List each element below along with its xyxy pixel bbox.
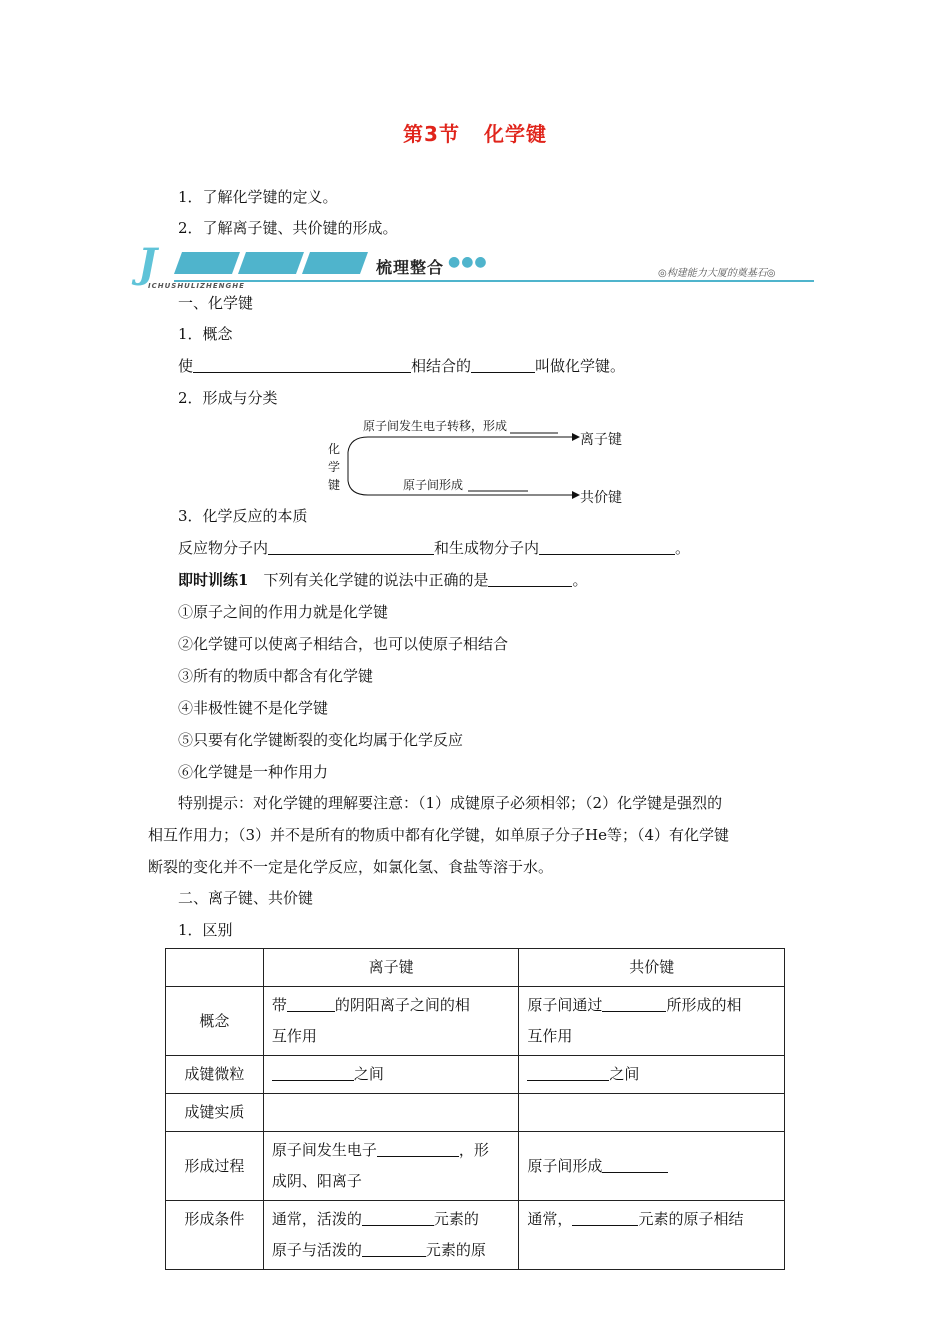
diagram-top-result: 离子键 bbox=[580, 432, 622, 448]
diagram-top-text: 原子间发生电子转移，形成 bbox=[363, 419, 508, 433]
ionic-cell: 原子间发生电子 ，形 成阴、阳离子 bbox=[263, 1132, 519, 1201]
covalent-cell: 原子间通过 所形成的相 互作用 bbox=[519, 987, 785, 1056]
row-label: 成键实质 bbox=[166, 1094, 264, 1132]
banner-pinyin: ICHUSHULIZHENGHE bbox=[148, 282, 245, 290]
option-3: ③所有的物质中都含有化学键 bbox=[178, 667, 374, 685]
ionic-cell: 带 的阴阳离子之间的相 互作用 bbox=[263, 987, 519, 1056]
concept-sentence: 使 相结合的 叫做化学键。 bbox=[178, 357, 626, 375]
tip-line-3: 断裂的变化并不一定是化学反应，如氯化氢、食盐等溶于水。 bbox=[148, 858, 554, 876]
essence-heading: 3．化学反应的本质 bbox=[178, 507, 308, 525]
table-row bbox=[166, 1132, 785, 1201]
ionic-cell: 通常，活泼的 元素的 原子与活泼的 元素的原 bbox=[263, 1201, 519, 1270]
row-label: 成键微粒 bbox=[166, 1056, 264, 1094]
option-6: ⑥化学键是一种作用力 bbox=[178, 763, 329, 781]
row-label: 概念 bbox=[166, 987, 264, 1056]
row-label: 形成条件 bbox=[166, 1201, 264, 1270]
section-banner bbox=[138, 240, 818, 290]
header-ionic: 离子键 bbox=[263, 949, 519, 987]
row-label: 形成过程 bbox=[166, 1132, 264, 1201]
tip-line-1: 特别提示：对化学键的理解要注意：（1）成键原子必须相邻；（2）化学键是强烈的 bbox=[178, 794, 723, 812]
banner-blocks bbox=[174, 252, 374, 274]
diagram-lines bbox=[340, 425, 580, 505]
part2-sub: 1．区别 bbox=[178, 921, 233, 939]
option-5: ⑤只要有化学键断裂的变化均属于化学反应 bbox=[178, 731, 464, 749]
covalent-cell: 原子间形成 bbox=[519, 1132, 785, 1201]
banner-letter: J bbox=[138, 240, 157, 287]
page-title: 第3节 化学键 bbox=[403, 122, 547, 146]
practice-question: 即时训练1 下列有关化学键的说法中正确的是 。 bbox=[178, 571, 588, 589]
ionic-cell bbox=[263, 1094, 519, 1132]
diagram-bottom-result: 共价键 bbox=[580, 490, 622, 506]
goal-2: 2．了解离子键、共价键的形成。 bbox=[178, 219, 398, 237]
diagram-bottom-text: 原子间形成 bbox=[403, 478, 464, 492]
banner-dots: ●●● bbox=[448, 254, 488, 270]
covalent-cell: 之间 bbox=[519, 1056, 785, 1094]
option-1: ①原子之间的作用力就是化学键 bbox=[178, 603, 389, 621]
banner-rule bbox=[174, 280, 814, 282]
banner-slogan: ◎构建能力大厦的奠基石◎ bbox=[658, 268, 776, 279]
concept-heading: 1．概念 bbox=[178, 325, 233, 343]
table-row bbox=[166, 1056, 785, 1094]
table-header-row bbox=[166, 949, 785, 987]
table-row bbox=[166, 1094, 785, 1132]
covalent-cell: 通常， 元素的原子相结 bbox=[519, 1201, 785, 1270]
part2-heading: 二、离子键、共价键 bbox=[178, 889, 314, 907]
option-2: ②化学键可以使离子相结合，也可以使原子相结合 bbox=[178, 635, 509, 653]
diagram-root: 化 学 键 bbox=[328, 442, 341, 492]
tip-line-2: 相互作用力；（3）并不是所有的物质中都有化学键，如单原子分子He等；（4）有化学键 bbox=[148, 826, 730, 844]
class-heading: 2．形成与分类 bbox=[178, 389, 278, 407]
comparison-table bbox=[165, 948, 785, 1270]
essence-sentence: 反应物分子内 和生成物分子内 。 bbox=[178, 539, 691, 557]
header-covalent: 共价键 bbox=[519, 949, 785, 987]
banner-title: 梳理整合 bbox=[376, 258, 445, 277]
goal-1: 1．了解化学键的定义。 bbox=[178, 188, 338, 206]
table-row bbox=[166, 987, 785, 1056]
part1-heading: 一、化学键 bbox=[178, 294, 254, 312]
option-4: ④非极性键不是化学键 bbox=[178, 699, 329, 717]
table-row bbox=[166, 1201, 785, 1270]
covalent-cell bbox=[519, 1094, 785, 1132]
ionic-cell: 之间 bbox=[263, 1056, 519, 1094]
